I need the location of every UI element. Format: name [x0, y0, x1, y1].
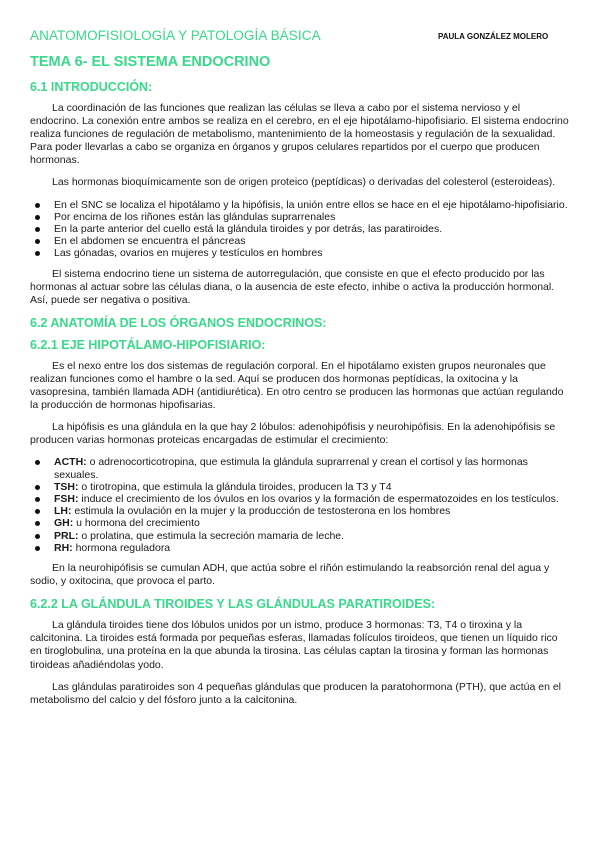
paragraph: Es el nexo entre los dos sistemas de regulación corporal. En el hipotálamo existen grupos neuronales que realizan funciones como el hambre o la sed. Aquí se producen dos hormonas peptídicas, la oxitocina y la vasopresina, también llamada ADH (antidiurética). En otro centro se producen las hormonas que actúan regulando la producción de hormonas hipofisarias. [30, 359, 564, 412]
bullet-icon [35, 227, 40, 232]
document-body [30, 54, 570, 716]
section-heading-anatomia: 6.2 ANATOMÍA DE LOS ÓRGANOS ENDOCRINOS: [30, 315, 327, 330]
paragraph: La glándula tiroides tiene dos lóbulos unidos por un istmo, produce 3 hormonas: T3, T4 o tiroxina y la calcitonina. La tiroides está formada por pequeñas esferas, llamadas folículos tiroideos, que tienen un líquido rico en tiroglobulina, una proteína en la que abunda la tirosina. Las células captan la tirosina y forman las hormonas tiroideas añadiéndolas yodo. [30, 619, 558, 671]
list-item [30, 505, 570, 517]
list-item-text: En la parte anterior del cuello está la glándula tiroides y por detrás, las paratiroides. [54, 222, 443, 235]
list-item [30, 481, 570, 493]
list-item [30, 235, 570, 247]
hormone-term: PRL: [54, 529, 79, 542]
paragraph: La coordinación de las funciones que realizan las células se lleva a cabo por el sistema nervioso y el endocrino. La conexión entre ambos se realiza en el cerebro, en el eje hipotálamo-hipofisiario. El sistema endocrino realiza funciones de regulación de metabolismo, mantenimiento de la homeostasis y regulación de la sexualidad. Para poder llevarlas a cabo se organiza en órganos y grupos celulares repartidos por el cuerpo que producen hormonas. [30, 102, 569, 167]
bullet-icon [35, 509, 40, 514]
paragraph: La hipófisis es una glándula en la que hay 2 lóbulos: adenohipófisis y neurohipófisis. En la adenohipófisis se producen varias hormonas proteicas encargadas de estimular el crecimiento: [30, 421, 556, 447]
topic-title: TEMA 6- EL SISTEMA ENDOCRINO [30, 54, 271, 70]
list-item [30, 493, 570, 505]
section-heading-introduccion: 6.1 INTRODUCCIÓN: [30, 80, 153, 94]
hormone-term: GH: [54, 517, 74, 530]
bullet-icon [35, 203, 40, 208]
hormone-term: RH: [54, 541, 73, 554]
list-item [30, 456, 570, 480]
hormone-term: FSH: [54, 493, 79, 506]
list-item [30, 517, 570, 529]
bullet-icon [35, 521, 40, 526]
organ-list [30, 199, 570, 260]
bullet-icon [35, 215, 40, 220]
hormone-description: o adrenocorticotropina, que estimula la glándula suprarrenal y crean el cortisol y las hormonas sexuales. [54, 456, 528, 481]
subsection-heading-eje: 6.2.1 EJE HIPOTÁLAMO-HIPOFISIARIO: [30, 337, 266, 352]
list-item [30, 223, 570, 235]
list-item-text: En el abdomen se encuentra el páncreas [54, 235, 246, 248]
list-item [30, 530, 570, 542]
list-item [30, 542, 570, 554]
hormone-description: o prolatina, que estimula la secreción mamaria de leche. [78, 529, 345, 542]
bullet-icon [35, 460, 40, 465]
header-course-title: ANATOMOFISIOLOGÍA Y PATOLOGÍA BÁSICA [30, 28, 321, 43]
list-item [30, 199, 570, 211]
hormone-list [30, 456, 570, 554]
bullet-icon [35, 534, 40, 539]
paragraph: Las glándulas paratiroides son 4 pequeñas glándulas que producen la paratohormona (PTH), que actúa en el metabolismo del calcio y del fósforo junto a la calcitonina. [30, 680, 562, 706]
bullet-icon [35, 485, 40, 490]
hormone-term: LH: [54, 505, 72, 518]
hormone-term: ACTH: [54, 456, 87, 469]
hormone-description: estimula la ovulación en la mujer y la producción de testosterona en los hombres [71, 505, 451, 518]
paragraph: Las hormonas bioquímicamente son de origen proteico (peptídicas) o derivadas del colesterol (esteroideas). [52, 176, 556, 189]
paragraph: En la neurohipófisis se cumulan ADH, que actúa sobre el riñón estimulando la reabsorción renal del agua y sodio, y oxitocina, que provoca el parto. [30, 562, 550, 588]
hormone-description: u hormona del crecimiento [73, 517, 200, 530]
list-item-text: Por encima de los riñones están las glándulas suprarrenales [54, 210, 336, 223]
header-author: PAULA GONZÁLEZ MOLERO [438, 32, 549, 41]
list-item-text: En el SNC se localiza el hipotálamo y la hipófisis, la unión entre ellos se hace en el eje hipotálamo-hipofisiario. [54, 198, 568, 211]
paragraph: El sistema endocrino tiene un sistema de autorregulación, que consiste en que el efecto producido por las hormonas al actuar sobre las células diana, o la ausencia de este efecto, inhibe o activa la producción hormonal. Así, puede ser negativa o positiva. [30, 267, 555, 306]
subsection-heading-tiroides: 6.2.2 LA GLÁNDULA TIROIDES Y LAS GLÁNDULAS PARATIROIDES: [30, 597, 436, 612]
hormone-description: hormona reguladora [72, 541, 171, 554]
hormone-description: induce el crecimiento de los óvulos en los ovarios y la formación de espermatozoides en los testículos. [78, 493, 559, 506]
list-item [30, 211, 570, 223]
hormone-term: TSH: [54, 480, 79, 493]
bullet-icon [35, 251, 40, 256]
bullet-icon [35, 239, 40, 244]
list-item [30, 247, 570, 259]
bullet-icon [35, 497, 40, 502]
hormone-description: o tirotropina, que estimula la glándula tiroides, producen la T3 y T4 [78, 480, 392, 493]
list-item-text: Las gónadas, ovarios en mujeres y testículos en hombres [54, 247, 323, 260]
bullet-icon [35, 546, 40, 551]
